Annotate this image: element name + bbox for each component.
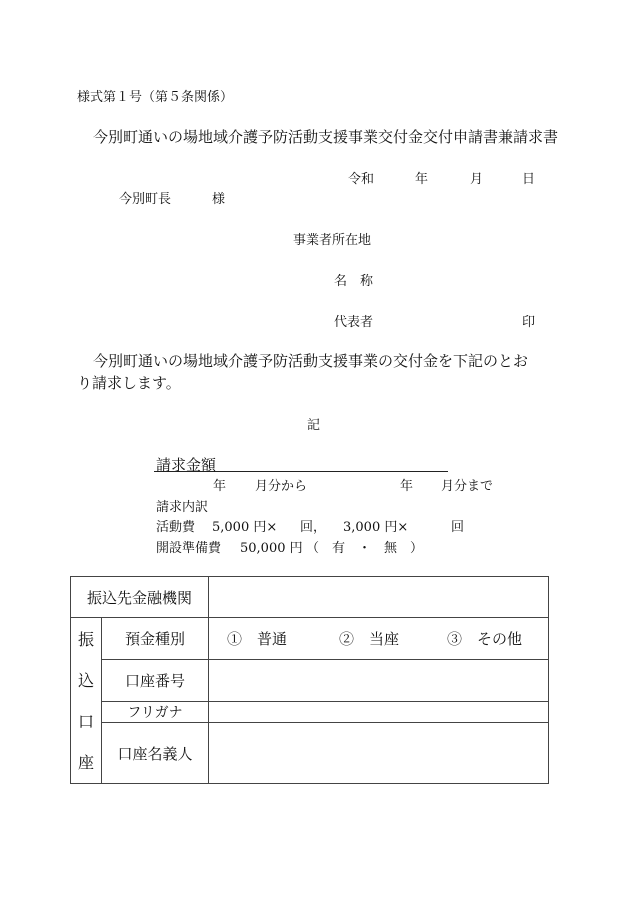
- bank-transfer-table: [70, 576, 549, 784]
- seal-mark: 印: [522, 315, 536, 330]
- document-title: 今別町通いの場地域介護予防活動支援事業交付金交付申請書兼請求書: [93, 128, 559, 146]
- furigana-value[interactable]: [209, 702, 549, 723]
- addressee-name: 今別町長: [119, 192, 172, 207]
- vertical-char: 座: [77, 752, 94, 772]
- deposit-option-ordinary[interactable]: ① 普通: [227, 630, 288, 648]
- setup-fee-options: （ 有 ・ 無 ）: [306, 541, 424, 556]
- date-day: 日: [522, 172, 536, 187]
- table-row: [71, 618, 549, 660]
- period-end-year: 年: [400, 479, 414, 494]
- vertical-char: 振: [77, 629, 94, 649]
- deposit-option-checking[interactable]: ② 当座: [339, 630, 400, 648]
- vertical-char: 込: [77, 670, 94, 690]
- date-month: 月: [470, 172, 484, 187]
- vertical-char: 口: [77, 711, 94, 731]
- institution-label: 振込先金融機関: [71, 577, 209, 618]
- deposit-type-options: [209, 618, 549, 660]
- activity-fee-times2: 回: [451, 520, 465, 535]
- breakdown-label: 請求内訳: [156, 500, 209, 515]
- institution-value[interactable]: [209, 577, 549, 618]
- table-row: [71, 702, 549, 723]
- claim-title: 請求金額: [156, 456, 217, 474]
- activity-fee-amount2: 3,000 円×: [343, 520, 409, 535]
- period-start-year: 年: [213, 479, 227, 494]
- date-era: 令和: [348, 172, 375, 187]
- applicant-name-label: 名 称: [334, 274, 374, 289]
- table-row: [71, 660, 549, 702]
- deposit-option-other[interactable]: ③ その他: [447, 630, 523, 648]
- deposit-type-label: 預金種別: [102, 618, 209, 660]
- activity-fee-label: 活動費: [156, 520, 196, 535]
- representative-label: 代表者: [334, 315, 374, 330]
- activity-fee-times: 回，: [300, 520, 327, 535]
- account-number-label: 口座番号: [102, 660, 209, 702]
- applicant-address-label: 事業者所在地: [293, 233, 372, 248]
- setup-fee-label: 開設準備費: [156, 541, 222, 556]
- activity-fee-amount: 5,000 円×: [212, 520, 278, 535]
- addressee-honorific: 様: [212, 192, 226, 207]
- table-row: [71, 723, 549, 784]
- form-number: 様式第１号（第５条関係）: [77, 90, 234, 105]
- ki-heading: 記: [307, 418, 321, 433]
- setup-fee-amount: 50,000 円: [240, 541, 303, 556]
- period-start-month: 月分から: [255, 479, 308, 494]
- date-year: 年: [415, 172, 429, 187]
- body-text-line1: 今別町通いの場地域介護予防活動支援事業の交付金を下記のとお: [93, 352, 529, 370]
- table-row: [71, 577, 549, 618]
- account-holder-value[interactable]: [209, 723, 549, 784]
- furigana-label: フリガナ: [102, 702, 209, 723]
- period-end-month: 月分まで: [441, 479, 494, 494]
- account-holder-label: 口座名義人: [102, 723, 209, 784]
- body-text-line2: り請求します。: [77, 374, 181, 392]
- account-number-value[interactable]: [209, 660, 549, 702]
- transfer-account-vertical-label: [71, 618, 102, 784]
